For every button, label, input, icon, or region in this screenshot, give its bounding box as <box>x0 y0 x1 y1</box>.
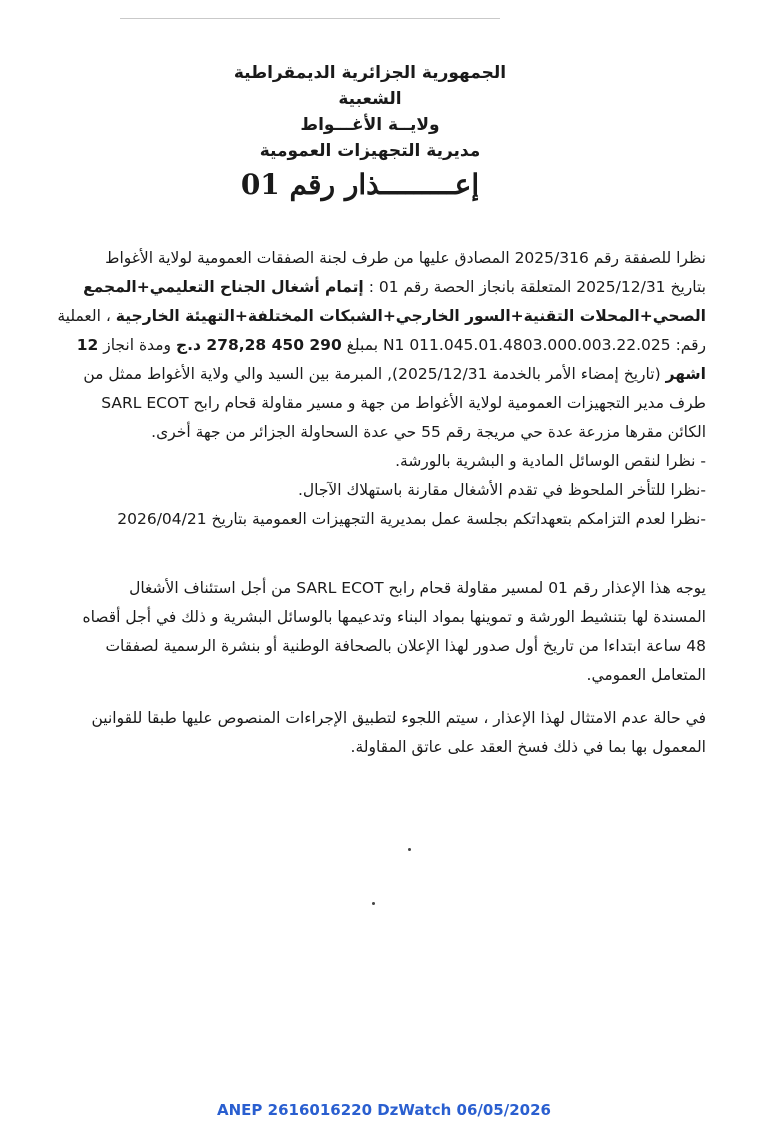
document-title: إعـــــــــذار رقم 01 <box>240 168 480 201</box>
p1-line2: بتاريخ 2025/12/31 المتعلقة بانجاز الحصة رقم 01 : إتمام أشغال الجناح التعليمي+المجمع <box>83 278 706 296</box>
paragraph-consequence <box>48 704 706 762</box>
p1-line5: اشهر (تاريخ إمضاء الأمر بالخدمة 2025/12/31), المبرمة بين السيد والي ولاية الأغواط ممثل من <box>83 365 706 383</box>
document-header <box>200 60 540 164</box>
top-rule <box>120 18 500 19</box>
p1-line3: الصحي+المحلات التقنية+السور الخارجي+الشبكات المختلفة+التهيئة الخارجية ، العملية <box>57 307 706 325</box>
p2-line2: المسندة لها بتنشيط الورشة و تموينها بمواد البناء وتدعيمها بالوسائل البشرية و ذلك في أجل أقصاه <box>82 608 706 626</box>
paragraph-contract <box>48 244 706 447</box>
p1-line6: طرف مدير التجهيزات العمومية لولاية الأغواط من جهة و مسير مقاولة قحام رابح SARL ECOT <box>101 394 706 412</box>
p1-line7: الكائن مقرها مزرعة عدة حي مريجة رقم 55 حي عدة السحاولة الجزائر من جهة أخرى. <box>151 423 706 441</box>
footer-reference: ANEP 2616016220 DzWatch 06/05/2026 <box>217 1101 551 1119</box>
reason-item: -نظرا لعدم التزامكم بتعهداتكم بجلسة عمل بمديرية التجهيزات العمومية بتاريخ 2026/04/21 <box>117 510 706 528</box>
reasons-list <box>48 447 706 534</box>
p2-line3: 48 ساعة ابتداءا من تاريخ أول صدور لهذا الإعلان بالصحافة الوطنية أو بنشرة الرسمية لصفقات <box>105 637 706 655</box>
p1-line1: نظرا للصفقة رقم 2025/316 المصادق عليها من طرف لجنة الصفقات العمومية لولاية الأغواط <box>105 249 706 267</box>
header-directorate: مديرية التجهيزات العمومية <box>259 141 481 161</box>
p2-line4: المتعامل العمومي. <box>586 666 706 684</box>
header-republic: الجمهورية الجزائرية الديمقراطية الشعبية <box>233 63 507 109</box>
p2-line1: يوجه هذا الإعذار رقم 01 لمسير مقاولة قحام رابح SARL ECOT من أجل استئناف الأشغال <box>129 579 706 597</box>
p3-line1: في حالة عدم الامتثال لهذا الإعذار ، سيتم اللجوء لتطبيق الإجراءات المنصوص عليها طبقا للقوانين <box>91 709 706 727</box>
p1-line4: رقم: N1 011.045.01.4803.000.003.22.025 بمبلغ 290 450 278,28 د.ج ومدة انجاز 12 <box>76 336 706 354</box>
reason-item: - نظرا لنقص الوسائل المادية و البشرية بالورشة. <box>395 452 706 470</box>
document-body <box>48 244 706 762</box>
speck-mark <box>372 902 375 905</box>
reason-item: -نظرا للتأخر الملحوظ في تقدم الأشغال مقارنة باستهلاك الآجال. <box>297 481 706 499</box>
header-wilaya: ولايــة الأغـــواط <box>300 115 440 135</box>
speck-mark <box>408 848 411 851</box>
p3-line2: المعمول بها بما في ذلك فسخ العقد على عاتق المقاولة. <box>350 738 706 756</box>
paragraph-notice <box>48 574 706 690</box>
